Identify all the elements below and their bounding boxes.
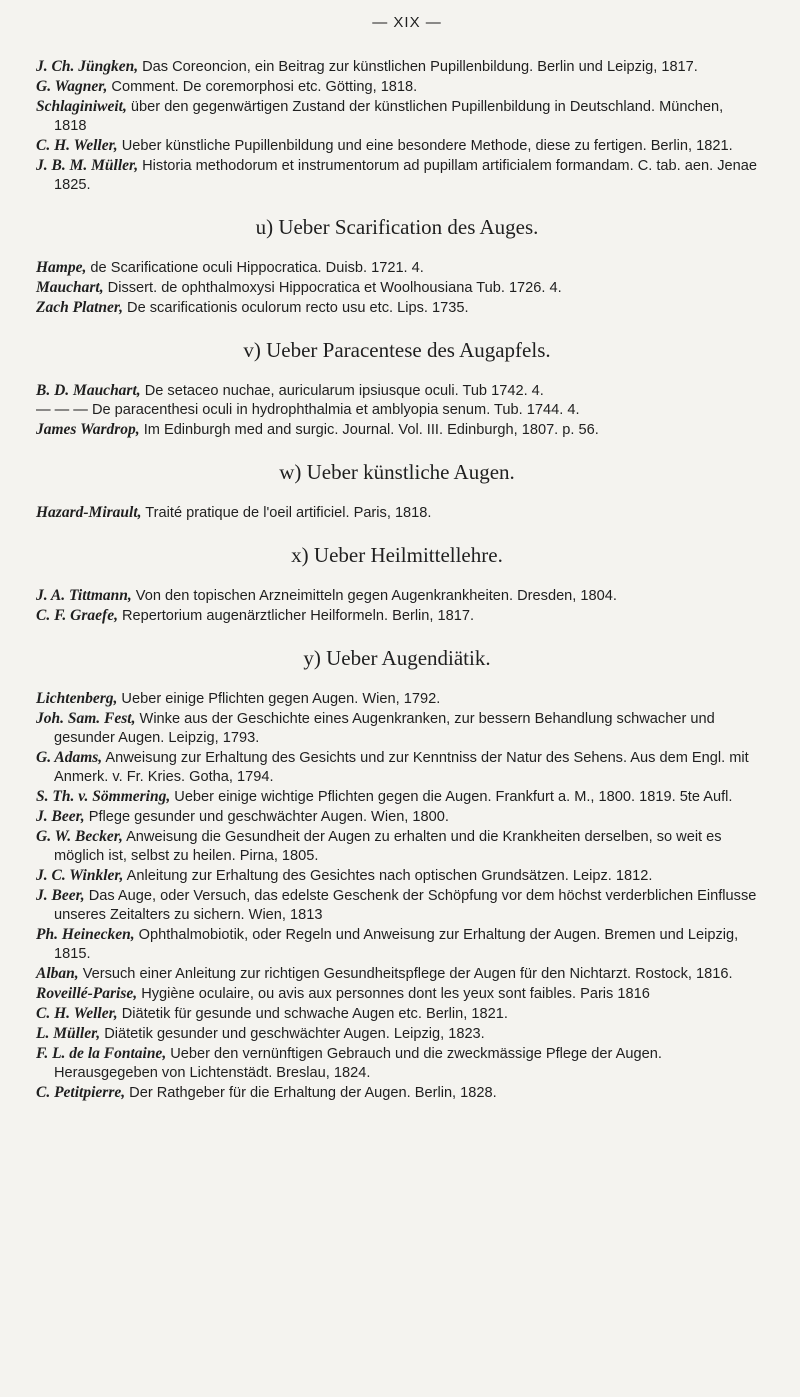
bibliography-entry [36, 689, 758, 709]
entry-author: Alban, [36, 965, 79, 982]
bibliography-entry [36, 57, 758, 77]
entry-text: Im Edinburgh med and surgic. Journal. Vol. III. Edinburgh, 1807. p. 56. [139, 422, 599, 438]
bibliography-entry [36, 298, 758, 318]
entry-author: F. L. de la Fontaine, [36, 1045, 167, 1062]
bibliography-entry [36, 136, 758, 156]
bibliography-entry [36, 984, 758, 1004]
bibliography-entry [36, 964, 758, 984]
bibliography-section [36, 57, 758, 195]
entry-text: Anweisung die Gesundheit der Augen zu erhalten und die Krankheiten derselben, so weit es möglich ist, selbst zu heilen. Pirna, 1805. [54, 829, 722, 864]
entry-author: J. B. M. Müller, [36, 157, 139, 174]
entry-text: Ophthalmobiotik, oder Regeln und Anweisung zur Erhaltung der Augen. Bremen und Leipzig, 1815. [54, 927, 739, 962]
section-heading: w) Ueber künstliche Augen. [279, 460, 515, 484]
bibliography-entry [36, 420, 758, 440]
entry-author: L. Müller, [36, 1025, 101, 1042]
bibliography-entry [36, 97, 758, 136]
bibliography-entry [36, 827, 758, 866]
entry-text: Das Coreoncion, ein Beitrag zur künstlichen Pupillenbildung. Berlin und Leipzig, 1817. [138, 59, 698, 75]
entry-author: C. H. Weller, [36, 1005, 118, 1022]
bibliography-section [36, 543, 758, 626]
entry-author: Roveillé-Parise, [36, 985, 138, 1002]
entry-text: Historia methodorum et instrumentorum ad pupillam artificialem formandam. C. tab. aen. Jenae 1825. [54, 158, 757, 193]
entry-author: C. Petitpierre, [36, 1084, 126, 1101]
page-number: — XIX — [372, 14, 442, 31]
section-heading: x) Ueber Heilmittellehre. [291, 543, 503, 567]
entry-author: S. Th. v. Sömmering, [36, 788, 171, 805]
entry-text: Ueber den vernünftigen Gebrauch und die zweckmässige Pflege der Augen. Herausgegeben von Lichtenstädt. Breslau, 1824. [54, 1046, 662, 1081]
entry-author: G. Adams, [36, 749, 103, 766]
entry-author: Mauchart, [36, 279, 104, 296]
bibliography-entry [36, 1044, 758, 1083]
bibliography-section [36, 460, 758, 523]
bibliography-entry [36, 1083, 758, 1103]
entry-text: Anleitung zur Erhaltung des Gesichtes nach optischen Grundsätzen. Leipz. 1812. [123, 868, 653, 884]
entry-text: Hygiène oculaire, ou avis aux personnes dont les yeux sont faibles. Paris 1816 [137, 986, 650, 1002]
entry-text: Das Auge, oder Versuch, das edelste Geschenk der Schöpfung vor dem höchst verderblichen Einflusse unseres Zeitalters zu sichern. Wien, 1813 [54, 888, 757, 923]
bibliography-entry [36, 709, 758, 748]
entry-text: Diätetik gesunder und geschwächter Augen. Leipzig, 1823. [100, 1026, 485, 1042]
bibliography-entry [36, 156, 758, 195]
entry-text: Winke aus der Geschichte eines Augenkranken, zur bessern Behandlung schwacher und gesunder Augen. Leipzig, 1793. [54, 711, 715, 746]
bibliography-entry [36, 586, 758, 606]
bibliography-entry [36, 258, 758, 278]
bibliography-entry [36, 807, 758, 827]
entry-text: De setaceo nuchae, auricularum ipsiusque oculi. Tub 1742. 4. [140, 383, 544, 399]
entry-text: Pflege gesunder und geschwächter Augen. Wien, 1800. [84, 809, 449, 825]
section-heading: v) Ueber Paracentese des Augapfels. [243, 338, 551, 362]
bibliography-entry [36, 606, 758, 626]
bibliography-section [36, 215, 758, 318]
bibliography [36, 57, 758, 1103]
entry-author: Schlaginiweit, [36, 98, 127, 115]
entry-text: Comment. De coremorphosi etc. Götting, 1818. [107, 79, 418, 95]
entry-text: über den gegenwärtigen Zustand der künstlichen Pupillenbildung in Deutschland. München, 1818 [54, 99, 724, 134]
bibliography-entry [36, 866, 758, 886]
bibliography-entry [36, 77, 758, 97]
bibliography-section [36, 646, 758, 1103]
bibliography-entry [36, 381, 758, 401]
entry-text: Ueber einige wichtige Pflichten gegen die Augen. Frankfurt a. M., 1800. 1819. 5te Aufl. [170, 789, 733, 805]
section-heading: y) Ueber Augendiätik. [303, 646, 491, 670]
entry-author: B. D. Mauchart, [36, 382, 141, 399]
bibliography-entry [36, 787, 758, 807]
bibliography-entry [36, 1004, 758, 1024]
entry-text: de Scarificatione oculi Hippocratica. Duisb. 1721. 4. [86, 260, 424, 276]
entry-author: J. A. Tittmann, [36, 587, 132, 604]
section-heading: u) Ueber Scarification des Auges. [255, 215, 539, 239]
entry-author: Lichtenberg, [36, 690, 118, 707]
entry-text: Anweisung zur Erhaltung des Gesichts und zur Kenntniss der Natur des Sehens. Aus dem Engl. mit Anmerk. v. Fr. Kries. Gotha, 1794. [54, 750, 749, 785]
entry-author: James Wardrop, [36, 421, 140, 438]
entry-text: Diätetik für gesunde und schwache Augen etc. Berlin, 1821. [117, 1006, 508, 1022]
entry-author: G. W. Becker, [36, 828, 123, 845]
entry-author: J. C. Winkler, [36, 867, 124, 884]
entry-text: Traité pratique de l'oeil artificiel. Paris, 1818. [141, 505, 432, 521]
bibliography-entry [36, 401, 758, 420]
bibliography-entry [36, 925, 758, 964]
entry-text: Versuch einer Anleitung zur richtigen Gesundheitspflege der Augen für den Nichtarzt. Rostock, 1816. [78, 966, 733, 982]
entry-text: De scarificationis oculorum recto usu etc. Lips. 1735. [122, 300, 469, 316]
entry-author: Joh. Sam. Fest, [36, 710, 136, 727]
entry-author: Ph. Heinecken, [36, 926, 135, 943]
bibliography-section [36, 338, 758, 440]
entry-text: Ueber künstliche Pupillenbildung und eine besondere Methode, diese zu fertigen. Berlin, 1821. [117, 138, 733, 154]
entry-text: — — — De paracenthesi oculi in hydrophthalmia et amblyopia senum. Tub. 1744. 4. [36, 402, 580, 418]
entry-text: Der Rathgeber für die Erhaltung der Augen. Berlin, 1828. [125, 1085, 497, 1101]
entry-author: Hampe, [36, 259, 87, 276]
entry-text: Repertorium augenärztlicher Heilformeln. Berlin, 1817. [117, 608, 475, 624]
entry-author: C. F. Graefe, [36, 607, 118, 624]
entry-author: C. H. Weller, [36, 137, 118, 154]
bibliography-entry [36, 278, 758, 298]
entry-text: Von den topischen Arzneimitteln gegen Augenkrankheiten. Dresden, 1804. [131, 588, 617, 604]
entry-author: J. Beer, [36, 808, 85, 825]
bibliography-entry [36, 748, 758, 787]
entry-author: Zach Platner, [36, 299, 123, 316]
bibliography-entry [36, 886, 758, 925]
entry-author: G. Wagner, [36, 78, 108, 95]
entry-author: J. Ch. Jüngken, [36, 58, 139, 75]
entry-author: J. Beer, [36, 887, 85, 904]
bibliography-entry [36, 503, 758, 523]
entry-text: Dissert. de ophthalmoxysi Hippocratica et Woolhousiana Tub. 1726. 4. [103, 280, 562, 296]
entry-author: Hazard-Mirault, [36, 504, 142, 521]
bibliography-entry [36, 1024, 758, 1044]
entry-text: Ueber einige Pflichten gegen Augen. Wien, 1792. [117, 691, 441, 707]
